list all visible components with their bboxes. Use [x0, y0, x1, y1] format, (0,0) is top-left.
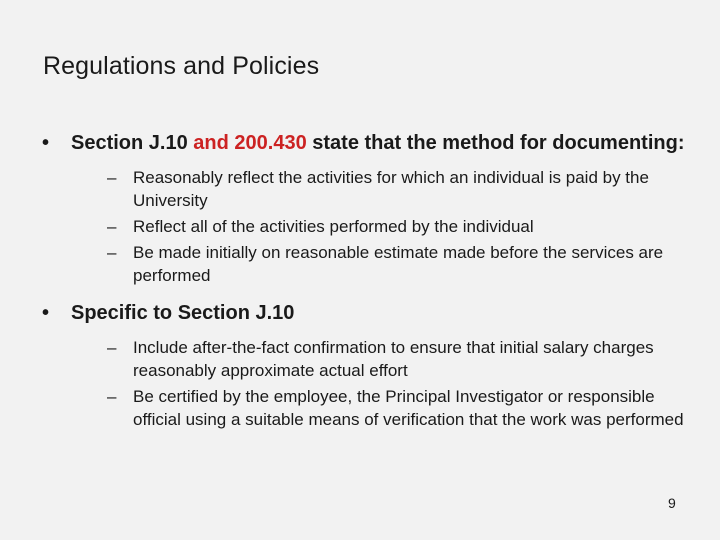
sub-bullet-text: Reasonably reflect the activities for which an individual is paid by the University — [133, 168, 649, 210]
sub-bullet-list — [71, 336, 690, 431]
bullet-section-j10-and-200430 — [40, 130, 690, 287]
sub-bullet-text: Reflect all of the activities performed by the individual — [133, 217, 534, 236]
bullet-text-part-2: state that the method for documenting: — [306, 132, 685, 154]
sub-bullet-text: Include after-the-fact confirmation to ensure that initial salary charges reasonably approximate actual effort — [133, 338, 654, 380]
sub-bullet-text: Be made initially on reasonable estimate made before the services are performed — [133, 243, 664, 285]
bullet-marker: • — [42, 302, 50, 324]
dash-marker: – — [107, 338, 117, 357]
sub-bullet-item — [71, 336, 690, 382]
sub-bullet-item — [71, 215, 690, 238]
bullet-text: Specific to Section J.10 — [71, 302, 295, 324]
sub-bullet-item — [71, 241, 690, 287]
bullet-text-part-1: Section J.10 — [71, 132, 194, 154]
sub-bullet-text: Be certified by the employee, the Principal Investigator or responsible official using a suitable means of verification that the work was performed — [133, 387, 684, 429]
dash-marker: – — [107, 243, 117, 262]
dash-marker: – — [107, 168, 117, 187]
bullet-text-highlight: and 200.430 — [193, 132, 307, 154]
bullet-marker: • — [42, 132, 50, 154]
slide-content — [40, 130, 690, 434]
bullet-specific-to-section-j10 — [40, 300, 690, 431]
dash-marker: – — [107, 387, 117, 406]
slide-title: Regulations and Policies — [43, 52, 320, 80]
sub-bullet-item — [71, 166, 690, 212]
sub-bullet-item — [71, 385, 690, 431]
page-number: 9 — [668, 495, 676, 511]
sub-bullet-list — [71, 166, 690, 287]
dash-marker: – — [107, 217, 117, 236]
